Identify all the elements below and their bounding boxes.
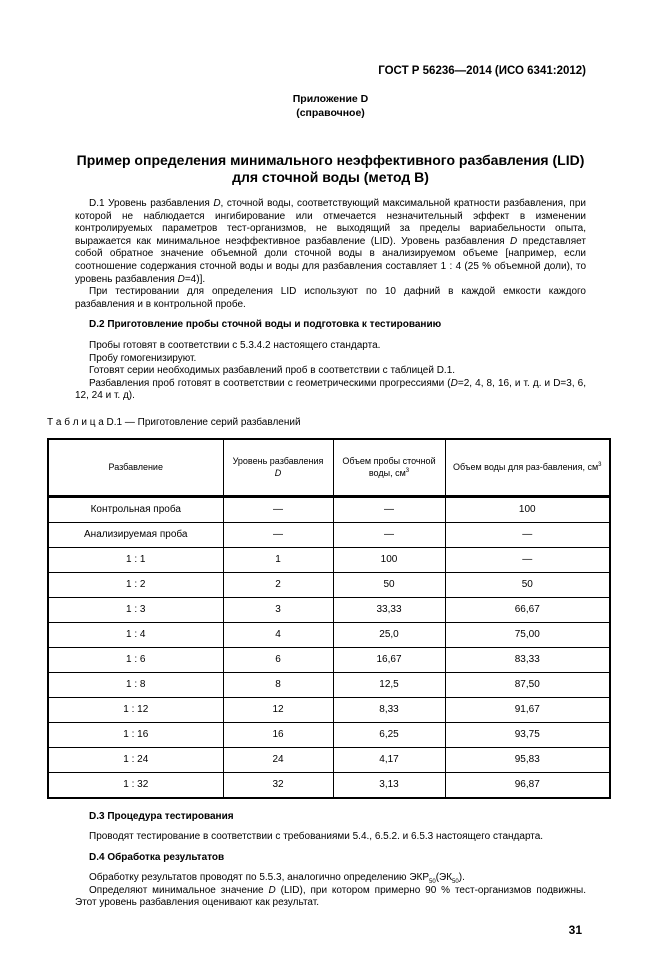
table-row	[48, 597, 610, 622]
table-row	[48, 697, 610, 722]
table-cell: —	[333, 496, 445, 522]
paragraph: Обработку результатов проводят по 5.5.3, аналогично определению $ЭКР_{50}(ЭК_{50})$.	[89, 872, 465, 886]
table-cell: 100	[333, 547, 445, 572]
table-row	[48, 772, 610, 798]
table-row	[48, 672, 610, 697]
column-header: Объем пробы сточной воды, $см^3$	[333, 439, 445, 497]
table-cell: 16	[223, 722, 333, 747]
table-row	[48, 547, 610, 572]
table-cell: 83,33	[445, 647, 610, 672]
table-cell: 25,0	[333, 622, 445, 647]
table-cell: 1 : 32	[48, 772, 223, 798]
heading-d2: D.2 Приготовление пробы сточной воды и подготовка к тестированию	[89, 319, 442, 331]
table-cell: 4	[223, 622, 333, 647]
column-header: Объем воды для раз-бавления, $см^3$	[445, 439, 610, 497]
column-header: Разбавление	[48, 439, 223, 497]
table-cell: 4,17	[333, 747, 445, 772]
table-cell: 1 : 6	[48, 647, 223, 672]
table-cell: 93,75	[445, 722, 610, 747]
table-cell: 16,67	[333, 647, 445, 672]
table-cell: 24	[223, 747, 333, 772]
table-cell: 1 : 12	[48, 697, 223, 722]
table-cell: 1 : 16	[48, 722, 223, 747]
table-cell: 6	[223, 647, 333, 672]
table-cell: 1 : 8	[48, 672, 223, 697]
table-cell: 8,33	[333, 697, 445, 722]
table-row	[48, 622, 610, 647]
table-cell: 50	[333, 572, 445, 597]
table-cell: Контрольная проба	[48, 496, 223, 522]
table-cell: 1 : 1	[48, 547, 223, 572]
paragraph: Разбавления проб готовят в соответствии с геометрическими прогрессиями (D=2, 4, 8, 16, и т. д. и D=3, 6, 12, 24 и т. д).	[75, 377, 587, 402]
table-cell: 96,87	[445, 772, 610, 798]
table-cell: 2	[223, 572, 333, 597]
table-cell: —	[445, 522, 610, 547]
table-cell: 32	[223, 772, 333, 798]
page-number: 31	[568, 923, 582, 938]
table-row	[48, 747, 610, 772]
paragraph: Проводят тестирование в соответствии с требованиями 5.4., 6.5.2. и 6.5.3 настоящего стандарта.	[89, 831, 544, 843]
page-title-line: для сточной воды (метод В)	[232, 169, 429, 185]
column-header: Уровень разбавления D	[223, 439, 333, 497]
page-title-line: Пример определения минимального неэффективного разбавления (LID)	[76, 152, 585, 168]
heading-d3: D.3 Процедура тестирования	[89, 810, 234, 822]
paragraph: Определяют минимальное значение D (LID), при котором примерно 90 % тест-организмов подвижны. Этот уровень разбавления оценивают как результат.	[75, 884, 586, 909]
annex-title: Приложение D	[292, 93, 369, 105]
paragraph: Пробу гомогенизируют.	[89, 352, 197, 364]
table-cell: 3	[223, 597, 333, 622]
table-cell: 87,50	[445, 672, 610, 697]
table-cell: —	[333, 522, 445, 547]
table-cell: 1 : 2	[48, 572, 223, 597]
paragraph-d1-2: При тестировании для определения LID используют по 10 дафний в каждой емкости каждого разбавления и в контрольной пробе.	[75, 286, 586, 310]
heading-d4: D.4 Обработка результатов	[89, 851, 225, 863]
paragraph: Готовят серии необходимых разбавлений проб в соответствии с таблицей D.1.	[89, 365, 456, 377]
table-row	[48, 722, 610, 747]
table-cell: 1 : 3	[48, 597, 223, 622]
table-cell: 66,67	[445, 597, 610, 622]
dilution-table	[47, 438, 611, 799]
table-cell: 12	[223, 697, 333, 722]
table-cell: 95,83	[445, 747, 610, 772]
page-title	[55, 152, 606, 186]
table-cell: 6,25	[333, 722, 445, 747]
table-cell: 50	[445, 572, 610, 597]
table-cell: —	[445, 547, 610, 572]
table-caption: Т а б л и ц а D.1 — Приготовление серий разбавлений	[47, 416, 301, 428]
table-row	[48, 572, 610, 597]
standard-header: ГОСТ Р 56236—2014 (ИСО 6341:2012)	[378, 65, 586, 77]
table-row	[48, 496, 610, 522]
table-row	[48, 522, 610, 547]
table-cell: 1	[223, 547, 333, 572]
table-cell: Анализируемая проба	[48, 522, 223, 547]
table-cell: 12,5	[333, 672, 445, 697]
table-cell: 100	[445, 496, 610, 522]
table-cell: 1 : 24	[48, 747, 223, 772]
table-cell: —	[223, 522, 333, 547]
paragraph-d1: D.1 Уровень разбавления D, сточной воды, соответствующий максимальной кратности разбавления, при которой не наблюдается ингибирование или отмечается незначительный эффект в изменении контролируемых параметров тест-организмов, не выходящий за пределы вариабельности опыта, выражается как минимальное неэффективное разбавление (LID). Уровень разбавления D представляет собой обратное значение объемной доли сточной воды в анализируемом объеме [например, если соотношение содержания сточной воды и воды для разбавления составляет 1 : 4 (25 % объемной доли), то уровень разбавления D=4)].	[75, 198, 586, 285]
table-cell: —	[223, 496, 333, 522]
table-cell: 8	[223, 672, 333, 697]
table-cell: 1 : 4	[48, 622, 223, 647]
annex-heading	[75, 92, 586, 120]
table-cell: 3,13	[333, 772, 445, 798]
table-cell: 91,67	[445, 697, 610, 722]
table-cell: 33,33	[333, 597, 445, 622]
paragraph: Пробы готовят в соответствии с 5.3.4.2 настоящего стандарта.	[89, 339, 381, 351]
annex-kind: (справочное)	[296, 107, 365, 119]
table-row	[48, 647, 610, 672]
table-cell: 75,00	[445, 622, 610, 647]
